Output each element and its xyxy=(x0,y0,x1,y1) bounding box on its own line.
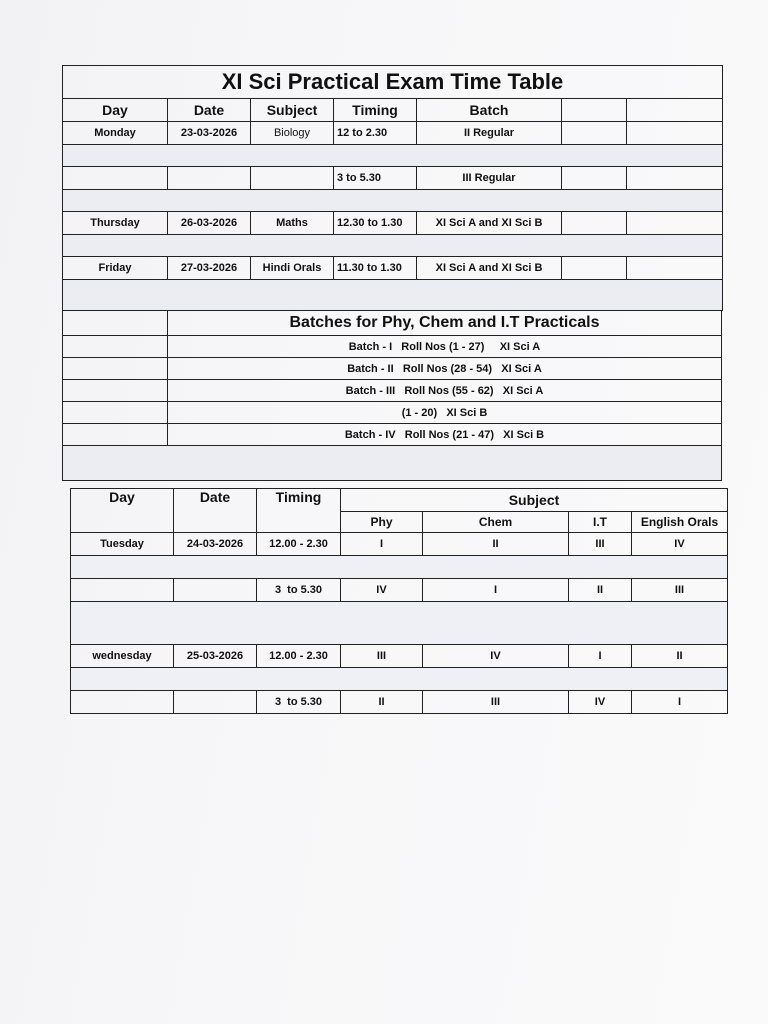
cell-chem: III xyxy=(423,691,569,714)
table-row xyxy=(63,212,723,235)
cell-timing: 3 to 5.30 xyxy=(257,691,341,714)
header-date: Date xyxy=(174,489,257,533)
list-item xyxy=(63,336,722,358)
cell-subject: Hindi Orals xyxy=(251,257,334,280)
cell-timing: 12.00 - 2.30 xyxy=(257,645,341,668)
batches-table xyxy=(62,311,722,481)
table-row xyxy=(71,533,728,556)
cell-blank xyxy=(627,257,723,280)
cell-date xyxy=(174,579,257,602)
header-it: I.T xyxy=(569,512,632,533)
cell-it: I xyxy=(569,645,632,668)
header-phy: Phy xyxy=(341,512,423,533)
header-english: English Orals xyxy=(632,512,728,533)
header-day: Day xyxy=(63,99,168,122)
cell-batch: III Regular xyxy=(417,167,562,190)
cell-day: Thursday xyxy=(63,212,168,235)
spacer-row xyxy=(63,145,723,167)
table-row xyxy=(71,579,728,602)
cell-blank xyxy=(562,122,627,145)
cell-day: Friday xyxy=(63,257,168,280)
cell-day xyxy=(71,579,174,602)
cell-date xyxy=(174,691,257,714)
header-chem: Chem xyxy=(423,512,569,533)
exam-timetable xyxy=(62,65,722,481)
cell-timing: 3 to 5.30 xyxy=(334,167,417,190)
header-subject: Subject xyxy=(251,99,334,122)
table-row xyxy=(63,122,723,145)
cell-blank xyxy=(627,122,723,145)
spacer-row xyxy=(71,602,728,645)
cell-blank xyxy=(562,212,627,235)
header-batch: Batch xyxy=(417,99,562,122)
cell-chem: II xyxy=(423,533,569,556)
cell-timing: 12.30 to 1.30 xyxy=(334,212,417,235)
cell-subject xyxy=(251,167,334,190)
header-blank-1 xyxy=(562,99,627,122)
batch-item: Batch - II Roll Nos (28 - 54) XI Sci A xyxy=(168,358,722,380)
list-item xyxy=(63,424,722,446)
schedule-table xyxy=(62,65,723,311)
cell-batch: XI Sci A and XI Sci B xyxy=(417,212,562,235)
practical-table xyxy=(70,488,728,714)
cell-blank xyxy=(627,212,723,235)
cell-subject: Maths xyxy=(251,212,334,235)
cell-it: IV xyxy=(569,691,632,714)
spacer-row xyxy=(71,668,728,691)
cell-chem: IV xyxy=(423,645,569,668)
cell-batch: XI Sci A and XI Sci B xyxy=(417,257,562,280)
spacer-row xyxy=(63,446,722,481)
practical-timetable xyxy=(70,488,727,714)
cell-day xyxy=(63,167,168,190)
table-row xyxy=(63,257,723,280)
header-date: Date xyxy=(168,99,251,122)
cell-subject: Biology xyxy=(251,122,334,145)
batch-item: (1 - 20) XI Sci B xyxy=(168,402,722,424)
page-title: XI Sci Practical Exam Time Table xyxy=(63,66,723,99)
cell-english: IV xyxy=(632,533,728,556)
cell-date: 26-03-2026 xyxy=(168,212,251,235)
spacer-row xyxy=(63,280,723,311)
cell-day: Monday xyxy=(63,122,168,145)
cell-timing: 12 to 2.30 xyxy=(334,122,417,145)
batch-item: Batch - IV Roll Nos (21 - 47) XI Sci B xyxy=(168,424,722,446)
cell-blank xyxy=(562,257,627,280)
header-timing: Timing xyxy=(257,489,341,533)
cell-blank xyxy=(562,167,627,190)
list-item xyxy=(63,358,722,380)
spacer-row xyxy=(71,556,728,579)
cell-timing: 12.00 - 2.30 xyxy=(257,533,341,556)
cell-phy: I xyxy=(341,533,423,556)
cell-it: II xyxy=(569,579,632,602)
spacer-row xyxy=(63,235,723,257)
header-subject: Subject xyxy=(341,489,728,512)
header-day: Day xyxy=(71,489,174,533)
header-blank-2 xyxy=(627,99,723,122)
cell-timing: 3 to 5.30 xyxy=(257,579,341,602)
cell-date xyxy=(168,167,251,190)
cell-chem: I xyxy=(423,579,569,602)
list-item xyxy=(63,402,722,424)
cell-blank xyxy=(63,311,168,336)
table-row xyxy=(63,167,723,190)
cell-date: 23-03-2026 xyxy=(168,122,251,145)
cell-batch: II Regular xyxy=(417,122,562,145)
header-timing: Timing xyxy=(334,99,417,122)
cell-english: III xyxy=(632,579,728,602)
cell-date: 24-03-2026 xyxy=(174,533,257,556)
cell-timing: 11.30 to 1.30 xyxy=(334,257,417,280)
batch-item: Batch - I Roll Nos (1 - 27) XI Sci A xyxy=(168,336,722,358)
spacer-row xyxy=(63,190,723,212)
list-item xyxy=(63,380,722,402)
cell-english: II xyxy=(632,645,728,668)
batch-item: Batch - III Roll Nos (55 - 62) XI Sci A xyxy=(168,380,722,402)
cell-phy: IV xyxy=(341,579,423,602)
batches-title: Batches for Phy, Chem and I.T Practicals xyxy=(168,311,722,336)
cell-date: 25-03-2026 xyxy=(174,645,257,668)
cell-day: Tuesday xyxy=(71,533,174,556)
cell-date: 27-03-2026 xyxy=(168,257,251,280)
table-row xyxy=(71,645,728,668)
cell-it: III xyxy=(569,533,632,556)
cell-phy: II xyxy=(341,691,423,714)
cell-day: wednesday xyxy=(71,645,174,668)
cell-day xyxy=(71,691,174,714)
cell-blank xyxy=(627,167,723,190)
table-row xyxy=(71,691,728,714)
cell-phy: III xyxy=(341,645,423,668)
cell-english: I xyxy=(632,691,728,714)
